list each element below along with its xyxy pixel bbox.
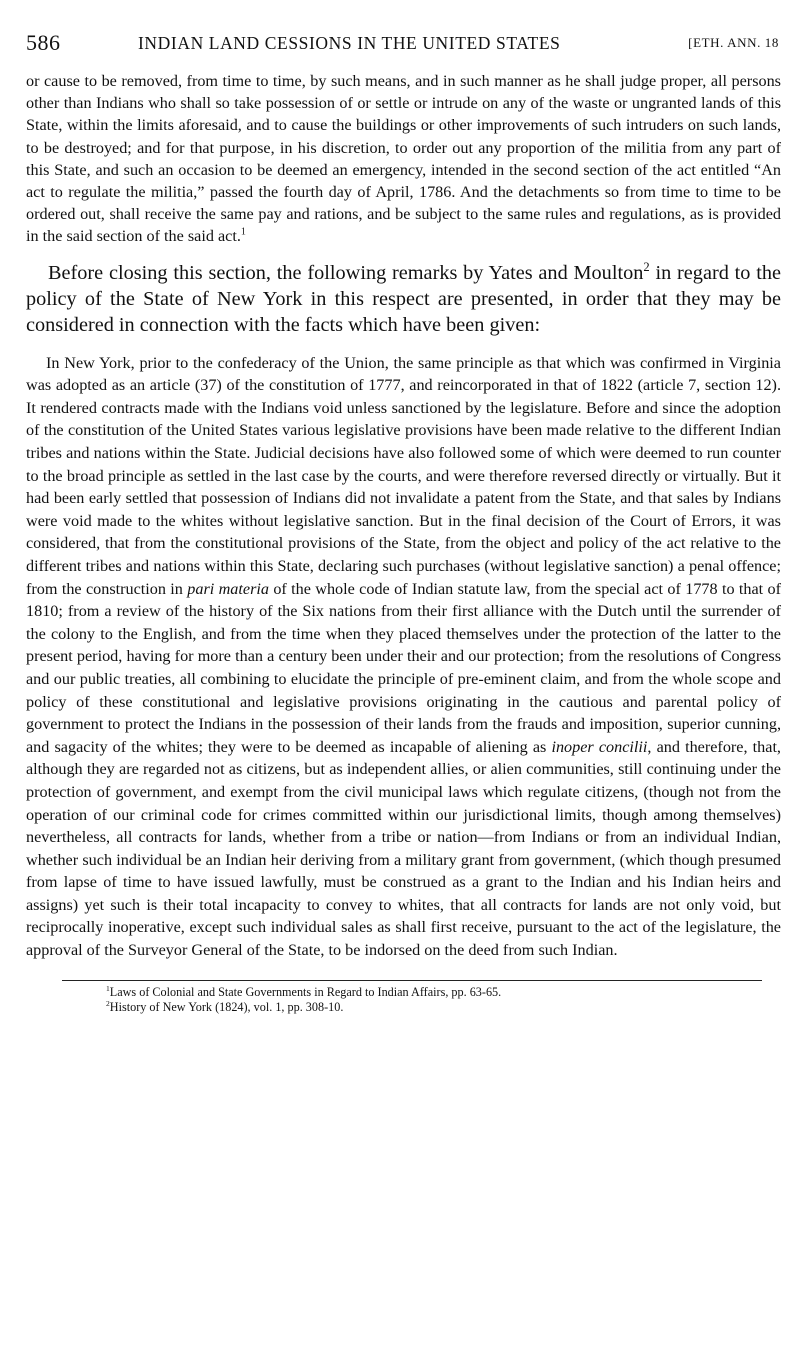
- page-header: [26, 26, 781, 60]
- footnote-1-marker: 1: [106, 983, 110, 993]
- italic-phrase-inoper-concilii: inoper concilii: [551, 737, 648, 756]
- footnote-marker-1: 1: [240, 227, 246, 239]
- footnote-1-text: Laws of Colonial and State Governments in Regard to Indian Affairs, pp. 63-65.: [109, 984, 502, 999]
- italic-phrase-pari-materia: pari materia: [187, 579, 269, 598]
- page-number: 586: [26, 30, 61, 55]
- quoted-statute-text: [26, 70, 781, 248]
- quoted-statute-body: or cause to be removed, from time to time, by such means, and in such manner as he shall judge proper, all persons other than Indians who shall so take possession of or settle or intrude on any of the waste or ungranted lands of this State, within the limits aforesaid, and to cause the buildings or other improvements of such intruders on such lands, to be destroyed; and for that purpose, in his discretion, to order out any proportion of the militia from any part of this State, and such an occasion to be deemed an emergency, intended in the second section of the act entitled “An act to regulate the militia,” passed the fourth day of April, 1786. And the detachments so from time to time to be ordered out, shall receive the same pay and rations, and be subject to the same rules and regulations, as is provided in the said section of the said act.: [26, 72, 781, 246]
- body-text-after-marker: in regard to the policy of the State of New York in this respect are presented, in order that they may be considered in connection with the facts which have been given:: [26, 261, 781, 336]
- footnote-marker-2: 2: [643, 259, 650, 274]
- running-reference: [ETH. ANN. 18: [688, 35, 779, 50]
- quoted-yates-moulton-text: [26, 352, 781, 962]
- body-paragraph: [26, 260, 781, 338]
- quote-part-3: , and therefore, that, although they are regarded not as citizens, but as independent allies, or alien communities, still continuing under the protection of government, and exempt from the civil municipal laws which regulate citizens, (though not from the operation of our criminal code for crimes committed within our jurisdictional limits, though among themselves) nevertheless, all contracts for lands, whether from a tribe or nation—from Indians or from an individual Indian, whether such individual be an Indian heir deriving from a military grant from government, (which though presumed from lapse of time to have issued lawfully, must be construed as a grant to the Indian and his Indian heirs and assigns) yet such is their total incapacity to convey to whites, that all contracts for lands are not only void, but reciprocally inoperative, except such individual sales as shall first receive, pursuant to the act of the legislature, the approval of the Surveyor General of the State, to be indorsed on the deed from such Indian.: [26, 737, 781, 960]
- running-title: INDIAN LAND CESSIONS IN THE UNITED STATES: [138, 33, 561, 53]
- footnote-1: [106, 985, 781, 1000]
- footnote-divider: [62, 980, 762, 981]
- quote-part-1: In New York, prior to the confederacy of the Union, the same principle as that which was confirmed in Virginia was adopted as an article (37) of the constitution of 1777, and reincorporated in that of 1822 (article 7, section 12). It rendered contracts made with the Indians void unless sanctioned by the legislature. Before and since the adoption of the constitution of the United States various legislative provisions have been made relative to the different Indian tribes and nations within the State. Judicial decisions have also followed some of which were deemed to run counter to the broad principle as settled in the last case by the courts, and were therefore reversed directly or virtually. But it had been early settled that possession of Indians did not invalidate a patent from the State, and that sales by Indians were void made to the whites without legislative sanction. But in the final decision of the Court of Errors, it was considered, that from the constitutional provisions of the State, from the object and policy of the act relative to the different tribes and nations within this State, declaring such purchases (without legislative sanction) a penal offence; from the construction in: [26, 353, 781, 598]
- quote-part-2: of the whole code of Indian statute law, from the special act of 1778 to that of 1810; from a review of the history of the Six nations from their first alliance with the Dutch until the surrender of the colony to the English, and from the time when they placed themselves under the protection of the latter to the present period, having for more than a century been under their and our protection; from the resolutions of Congress and our public treaties, all combining to elucidate the principle of pre-eminent claim, and from the whole scope and policy of these constitutional and legislative provisions originating in the cautious and parental policy of government to protect the Indians in the possession of their lands from the frauds and imposition, superior cunning, and sagacity of the whites; they were to be deemed as incapable of aliening as: [26, 579, 782, 756]
- footnote-2: [106, 1000, 781, 1015]
- footnote-2-text: History of New York (1824), vol. 1, pp. 308-10.: [109, 999, 344, 1014]
- footnotes: [106, 985, 781, 1015]
- body-text-before-marker: Before closing this section, the following remarks by Yates and Moulton: [48, 261, 644, 284]
- footnote-2-marker: 2: [106, 998, 110, 1008]
